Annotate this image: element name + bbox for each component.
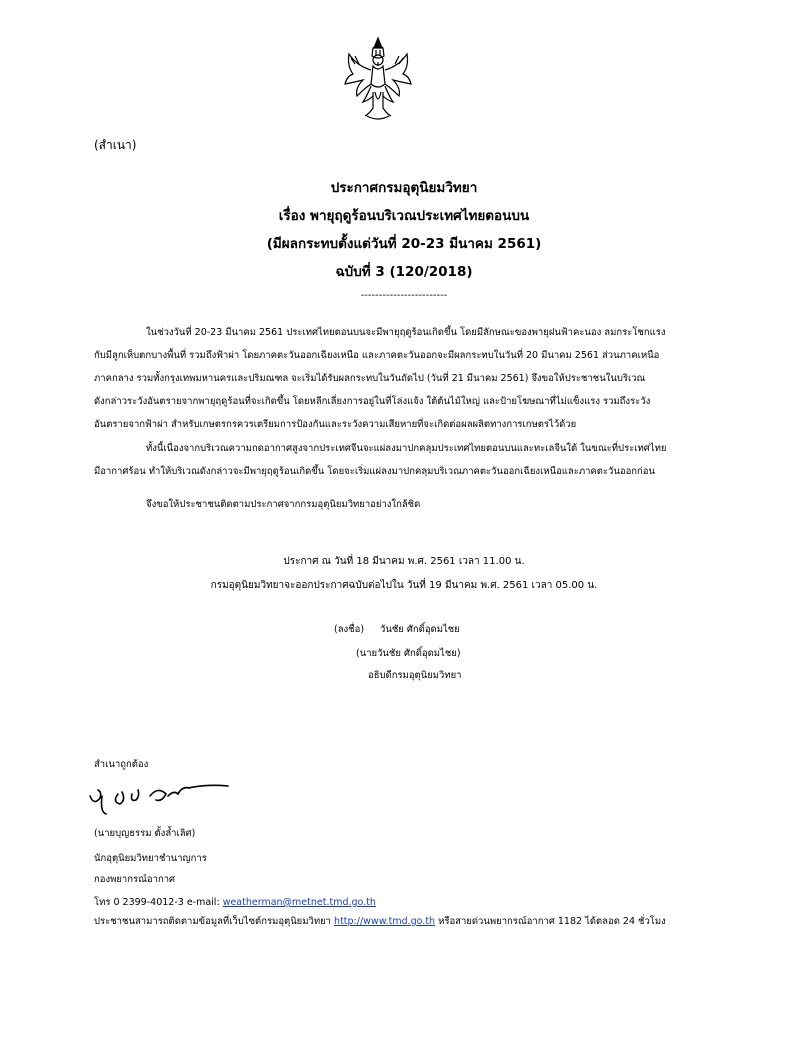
footer-suffix: หรือสายด่วนพยากรณ์อากาศ 1182 ได้ตลอด 24 ชั่วโมง bbox=[435, 916, 666, 927]
certifier-name: (นายบุญธรรม ตั้งล้ำเลิศ) bbox=[94, 828, 196, 839]
phone-text: โทร 0 2399-4012-3 e-mail: bbox=[94, 897, 223, 908]
signed-label: (ลงชื่อ) bbox=[334, 624, 365, 635]
footer-line bbox=[94, 914, 666, 929]
issue-number: ฉบับที่ 3 (120/2018) bbox=[335, 264, 473, 280]
document-subject: เรื่อง พายุฤดูร้อนบริเวณประเทศไทยตอนบน bbox=[278, 208, 530, 224]
contact-line bbox=[94, 895, 376, 910]
title-divider: ------------------------ bbox=[360, 290, 448, 301]
handwritten-signature bbox=[88, 776, 238, 816]
next-issue: กรมอุตุนิยมวิทยาจะออกประกาศฉบับต่อไปใน วันที่ 19 มีนาคม พ.ศ. 2561 เวลา 05.00 น. bbox=[210, 580, 598, 591]
website-link[interactable]: http://www.tmd.go.th bbox=[334, 916, 436, 927]
paragraph-1-line-2: กับมีลูกเห็บตกบางพื้นที่ รวมถึงฟ้าผ่า โดยภาคตะวันออกเฉียงเหนือ และภาคตะวันออกจะมีผลกระทบในวันที่ 20 มีนาคม 2561 ส่วนภาคเหนือ bbox=[94, 350, 660, 361]
copy-mark: (สำเนา) bbox=[94, 138, 137, 152]
effective-dates: (มีผลกระทบตั้งแต่วันที่ 20-23 มีนาคม 2561) bbox=[266, 236, 542, 252]
paragraph-2-line-2: มีอากาศร้อน ทำให้บริเวณดังกล่าวจะมีพายุฤดูร้อนเกิดขึ้น โดยจะเริ่มแผ่ลงมาปกคลุมบริเวณภาคตะวันออกเฉียงเหนือและภาคตะวันออกก่อน bbox=[94, 466, 655, 477]
signed-name: วันชัย ศักดิ์อุดมไชย bbox=[380, 624, 460, 635]
email-link[interactable]: weatherman@metnet.tmd.go.th bbox=[222, 897, 376, 908]
garuda-emblem-icon bbox=[343, 36, 413, 122]
director-full-name: (นายวันชัย ศักดิ์อุดมไชย) bbox=[356, 648, 461, 659]
certify-label: สำเนาถูกต้อง bbox=[94, 759, 149, 770]
certifier-position: นักอุตุนิยมวิทยาชำนาญการ bbox=[94, 853, 207, 864]
director-position: อธิบดีกรมอุตุนิยมวิทยา bbox=[368, 670, 462, 681]
paragraph-1-line-1: ในช่วงวันที่ 20-23 มีนาคม 2561 ประเทศไทยตอนบนจะมีพายุฤดูร้อนเกิดขึ้น โดยมีลักษณะของพายุฝนฟ้าคะนอง ลมกระโชกแรง bbox=[146, 327, 666, 338]
paragraph-2-line-1: ทั้งนี้เนื่องจากบริเวณความกดอากาศสูงจากประเทศจีนจะแผ่ลงมาปกคลุมประเทศไทยตอนบนและทะเลจีนใต้ ในขณะที่ประเทศไทย bbox=[146, 443, 667, 454]
paragraph-1-line-4: ดังกล่าวระวังอันตรายจากพายุฤดูร้อนที่จะเกิดขึ้น โดยหลีกเลี่ยงการอยู่ในที่โล่งแจ้ง ใต้ต้นไม้ใหญ่ และป้ายโฆษณาที่ไม่แข็งแรง รวมถึงระวัง bbox=[94, 396, 651, 407]
footer-prefix: ประชาชนสามารถติดตามข้อมูลที่เว็บไซต์กรมอุตุนิยมวิทยา bbox=[94, 916, 335, 927]
paragraph-1-line-5: อันตรายจากฟ้าผ่า สำหรับเกษตรกรควรเตรียมการป้องกันและระวังความเสียหายที่จะเกิดต่อผลผลิตทางการเกษตรไว้ด้วย bbox=[94, 419, 577, 430]
paragraph-1-line-3: ภาคกลาง รวมทั้งกรุงเทพมหานครและปริมณฑล จะเริ่มได้รับผลกระทบในวันถัดไป (วันที่ 21 มีนาคม 2561) จึงขอให้ประชาชนในบริเวณ bbox=[94, 373, 646, 384]
announce-date: ประกาศ ณ วันที่ 18 มีนาคม พ.ศ. 2561 เวลา 11.00 น. bbox=[283, 556, 525, 567]
certifier-division: กองพยากรณ์อากาศ bbox=[94, 874, 176, 885]
document-title: ประกาศกรมอุตุนิยมวิทยา bbox=[330, 180, 478, 196]
paragraph-3: จึงขอให้ประชาชนติดตามประกาศจากกรมอุตุนิยมวิทยาอย่างใกล้ชิด bbox=[146, 499, 421, 510]
